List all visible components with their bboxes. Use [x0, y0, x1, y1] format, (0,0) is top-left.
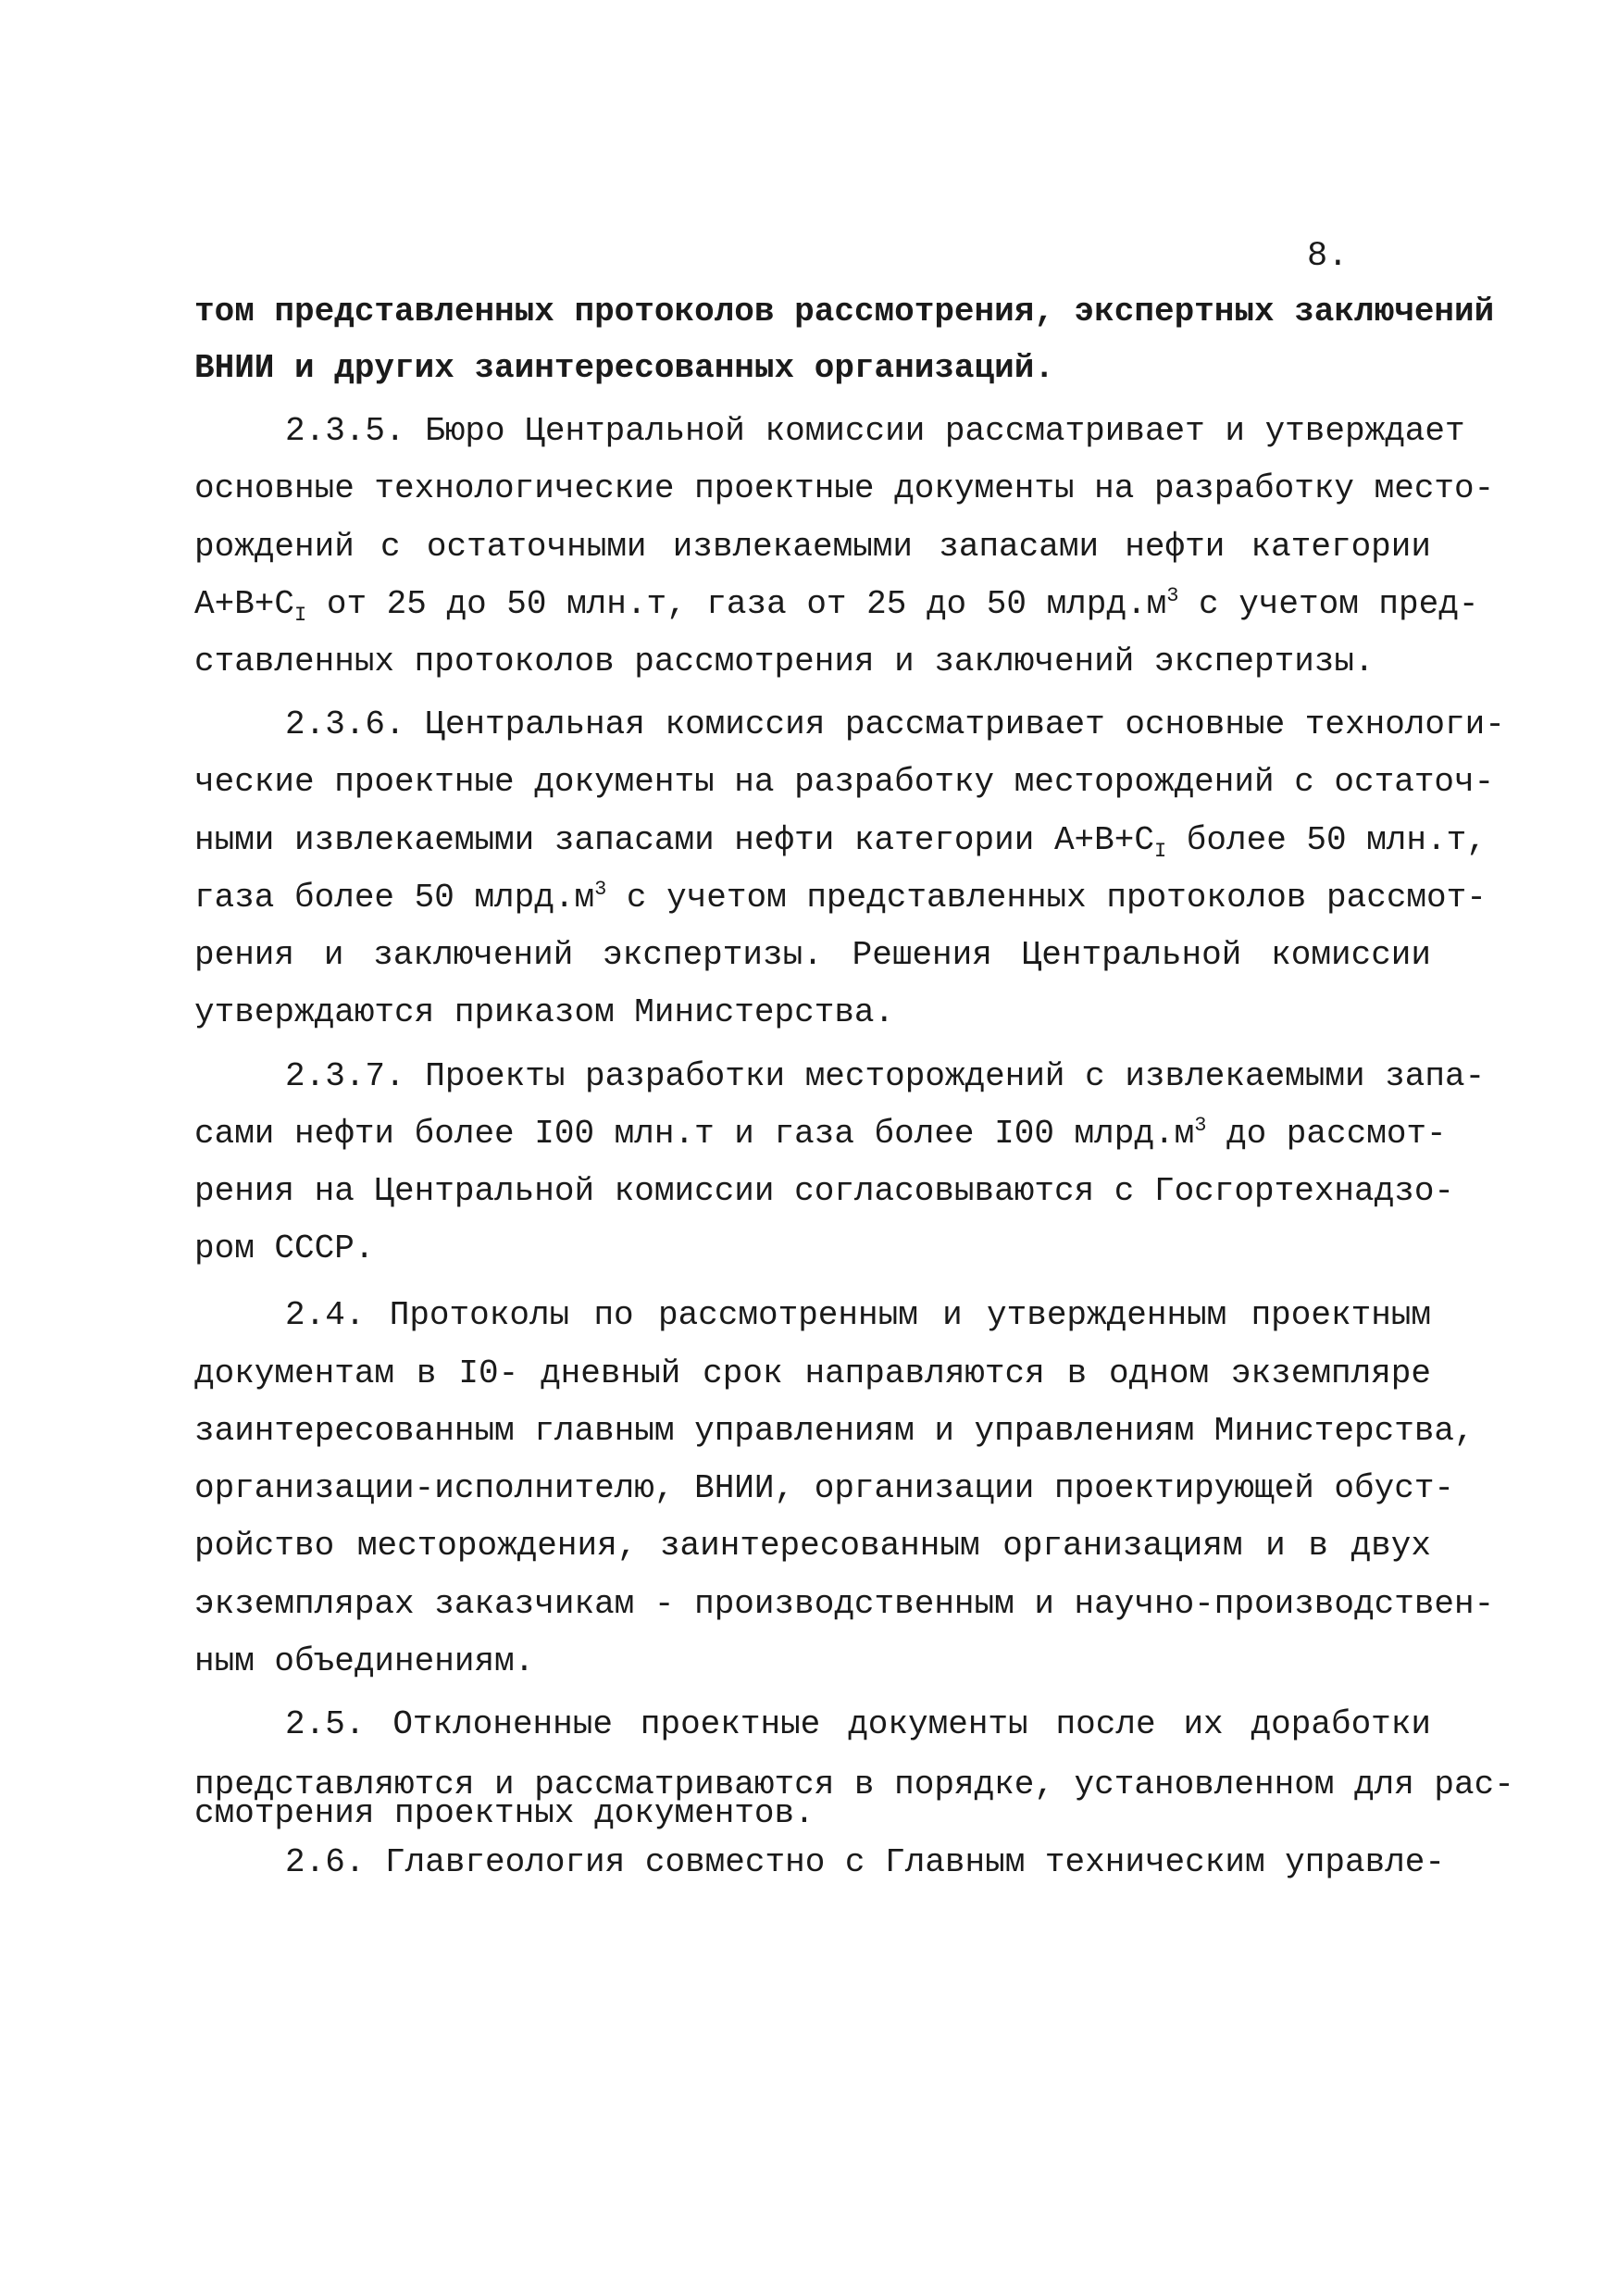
text-line: экземплярах заказчикам - производственным и научно-производствен- — [194, 1585, 1495, 1623]
text-line — [194, 817, 1487, 864]
text-line: ройство месторождения, заинтересованным организациям и в двух — [194, 1527, 1431, 1565]
text-line: 2.3.5. Бюро Центральной комиссии рассматривает и утверждает — [285, 412, 1465, 450]
text-line: 2.3.7. Проекты разработки месторождений с извлекаемыми запа- — [285, 1057, 1486, 1095]
text-line: том представленных протоколов рассмотрения, экспертных заключений — [194, 293, 1495, 331]
text-fragment: сами нефти более I00 млн.т и газа более I00 млрд.м — [194, 1115, 1195, 1153]
text-line: 2.5. Отклоненные проектные документы после их доработки — [285, 1705, 1431, 1743]
text-line: основные технологические проектные документы на разработку место- — [194, 469, 1495, 507]
text-line — [194, 1111, 1447, 1157]
text-line: представляются и рассматриваются в порядке, установленном для рас- — [194, 1766, 1514, 1803]
text-line: ВНИИ и других заинтересованных организаций. — [194, 349, 1054, 387]
text-fragment: ными извлекаемыми запасами нефти категории А+В+С — [194, 821, 1154, 859]
text-fragment: с учетом пред- — [1178, 585, 1479, 623]
text-line: ром СССР. — [194, 1229, 375, 1267]
text-line: утверждаются приказом Министерства. — [194, 993, 895, 1031]
text-line: 2.6. Главгеология совместно с Главным техническим управле- — [285, 1843, 1446, 1881]
text-line: рения и заключений экспертизы. Решения Центральной комиссии — [194, 936, 1431, 974]
text-line: заинтересованным главным управлениям и управлениям Министерства, — [194, 1412, 1475, 1450]
text-fragment: А+В+С — [194, 585, 295, 623]
text-line: ставленных протоколов рассмотрения и заключений экспертизы. — [194, 643, 1375, 680]
text-line: организации-исполнителю, ВНИИ, организации проектирующей обуст- — [194, 1469, 1455, 1507]
text-line: ным объединениям. — [194, 1642, 535, 1680]
text-line — [194, 581, 1479, 628]
text-line: 2.3.6. Центральная комиссия рассматривает основные технологи- — [285, 705, 1505, 743]
text-fragment: с учетом представленных протоколов рассмот- — [606, 879, 1487, 917]
superscript: 3 — [1166, 584, 1179, 607]
text-line: 2.4. Протоколы по рассмотренным и утвержденным проектным — [285, 1296, 1431, 1334]
text-line: ческие проектные документы на разработку месторождений с остаточ- — [194, 763, 1495, 801]
text-fragment: более 50 млн.т, — [1166, 821, 1487, 859]
text-line: документам в I0- дневный срок направляются в одном экземпляре — [194, 1354, 1431, 1392]
subscript: I — [294, 604, 307, 628]
page-number: 8. — [1307, 237, 1349, 276]
text-line: рождений с остаточными извлекаемыми запасами нефти категории — [194, 528, 1431, 566]
superscript: 3 — [1194, 1114, 1207, 1137]
text-line: рения на Центральной комиссии согласовываются с Госгортехнадзо- — [194, 1172, 1455, 1210]
text-line: смотрения проектных документов. — [194, 1794, 815, 1832]
text-fragment: газа более 50 млрд.м — [194, 879, 595, 917]
text-fragment: до рассмот- — [1206, 1115, 1447, 1153]
text-fragment: от 25 до 50 млн.т, газа от 25 до 50 млрд.м — [306, 585, 1167, 623]
text-line — [194, 875, 1487, 921]
subscript: I — [1153, 840, 1167, 864]
superscript: 3 — [594, 878, 607, 901]
